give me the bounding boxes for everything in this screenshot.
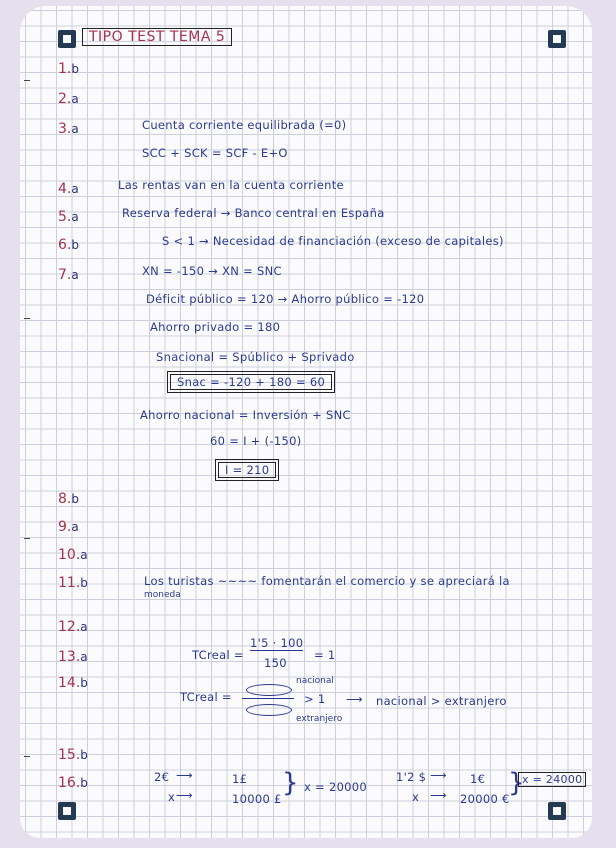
note-q11-line1: Los turistas ~~~~ fomentarán el comercio y se apreciará la: [144, 574, 510, 588]
q14-bottom-label: extranjero: [296, 714, 343, 724]
answer-line: [58, 88, 79, 107]
note-q7-line4: Snacional = Spúblico + Sprivado: [156, 350, 355, 364]
question-number: 5.: [58, 209, 72, 225]
note-q7-line1: XN = -150 → XN = SNC: [142, 264, 282, 278]
arrow-icon: ⟶: [430, 768, 447, 782]
loop-bottom-icon: [246, 704, 292, 716]
q14-top-label: nacional: [296, 676, 334, 686]
corner-mark-icon: [58, 802, 76, 820]
brace-icon: }: [282, 768, 299, 798]
question-number: 1.: [58, 61, 72, 77]
q16-b-left-bottom: x: [412, 790, 420, 804]
answer-letter: b: [80, 748, 88, 762]
note-q4: Las rentas van en la cuenta corriente: [118, 178, 344, 192]
answer-letter: a: [71, 92, 79, 106]
q13-denominator: 150: [264, 656, 287, 670]
corner-mark-icon: [548, 30, 566, 48]
note-q5: Reserva federal → Banco central en España: [122, 206, 385, 220]
answer-line: [58, 516, 79, 535]
q14-gt: > 1: [304, 692, 326, 706]
question-number: 2.: [58, 91, 72, 107]
answer-line: [58, 744, 88, 763]
answer-letter: a: [71, 182, 79, 196]
answer-letter: a: [71, 122, 79, 136]
question-number: 8.: [58, 491, 72, 507]
q16-a-right-bottom: 10000 £: [232, 792, 282, 806]
note-q3-line2: SCC + SCK = SCF - E+O: [142, 146, 288, 160]
q14-label: TCreal =: [180, 690, 232, 704]
loop-top-icon: [246, 684, 292, 696]
answer-letter: b: [80, 576, 88, 590]
question-number: 10.: [58, 547, 81, 563]
answer-line: [58, 206, 79, 225]
answer-letter: b: [80, 676, 88, 690]
answer-line: [58, 616, 88, 635]
q16-b-right-bottom: 20000 €: [460, 792, 510, 806]
q16-a-right-top: 1£: [232, 772, 248, 786]
boxed-result-snac: Snac = -120 + 180 = 60: [170, 374, 332, 390]
question-number: 11.: [58, 575, 81, 591]
note-q11-line2: moneda: [144, 590, 181, 600]
answer-line: [58, 234, 79, 253]
answer-letter: a: [71, 210, 79, 224]
answer-letter: a: [80, 650, 88, 664]
question-number: 3.: [58, 121, 72, 137]
note-q3-line1: Cuenta corriente equilibrada (=0): [142, 118, 347, 132]
answer-line: [58, 572, 88, 591]
answer-letter: b: [71, 62, 79, 76]
question-number: 13.: [58, 649, 81, 665]
q13-label: TCreal =: [192, 648, 244, 662]
fraction-bar: [242, 698, 294, 699]
q13-numerator: 1'5 · 100: [250, 636, 304, 650]
answer-letter: a: [71, 268, 79, 282]
answer-line: [58, 772, 88, 791]
notebook-page: [20, 6, 592, 838]
q16-b-left-top: 1'2 $: [396, 770, 427, 784]
boxed-result-investment: I = 210: [218, 462, 276, 478]
answer-line: [58, 672, 88, 691]
corner-mark-icon: [548, 802, 566, 820]
q13-result: = 1: [314, 648, 336, 662]
question-number: 7.: [58, 267, 72, 283]
question-number: 4.: [58, 181, 72, 197]
question-number: 12.: [58, 619, 81, 635]
answer-line: [58, 58, 79, 77]
note-q7-line5: Ahorro nacional = Inversión + SNC: [140, 408, 351, 422]
arrow-icon: ⟶: [176, 768, 193, 782]
answer-line: [58, 264, 79, 283]
answer-line: [58, 646, 88, 665]
answer-line: [58, 488, 79, 507]
q16-a-result: x = 20000: [304, 780, 368, 794]
answer-line: [58, 178, 79, 197]
note-q7-line2: Déficit público = 120 → Ahorro público = -120: [146, 292, 425, 306]
answer-letter: b: [80, 776, 88, 790]
answer-line: [58, 544, 88, 563]
brace-icon: }: [508, 768, 525, 798]
question-number: 14.: [58, 675, 81, 691]
margin-tick: [24, 318, 30, 319]
q14-result: nacional > extranjero: [376, 694, 507, 708]
answer-letter: a: [80, 620, 88, 634]
note-q7-line3: Ahorro privado = 180: [150, 320, 281, 334]
answer-letter: b: [71, 492, 79, 506]
question-number: 16.: [58, 775, 81, 791]
note-q6: S < 1 → Necesidad de financiación (exceso de capitales): [162, 234, 504, 248]
question-number: 6.: [58, 237, 72, 253]
q16-b-right-top: 1€: [470, 772, 486, 786]
question-number: 15.: [58, 747, 81, 763]
answer-letter: a: [71, 520, 79, 534]
note-q7-line6: 60 = I + (-150): [210, 434, 302, 448]
margin-tick: [24, 538, 30, 539]
q16-a-left-top: 2€: [154, 770, 170, 784]
page-title: TIPO TEST TEMA 5: [82, 28, 232, 46]
answer-line: [58, 118, 79, 137]
corner-mark-icon: [58, 30, 76, 48]
arrow-icon: ⟶: [176, 788, 193, 802]
question-number: 9.: [58, 519, 72, 535]
q16-b-result: x = 24000: [518, 772, 586, 787]
answer-letter: a: [80, 548, 88, 562]
q16-a-left-bottom: x: [168, 790, 176, 804]
arrow-icon: ⟶: [346, 692, 363, 706]
margin-tick: [24, 756, 30, 757]
margin-tick: [24, 80, 30, 81]
arrow-icon: ⟶: [430, 788, 447, 802]
answer-letter: b: [71, 238, 79, 252]
